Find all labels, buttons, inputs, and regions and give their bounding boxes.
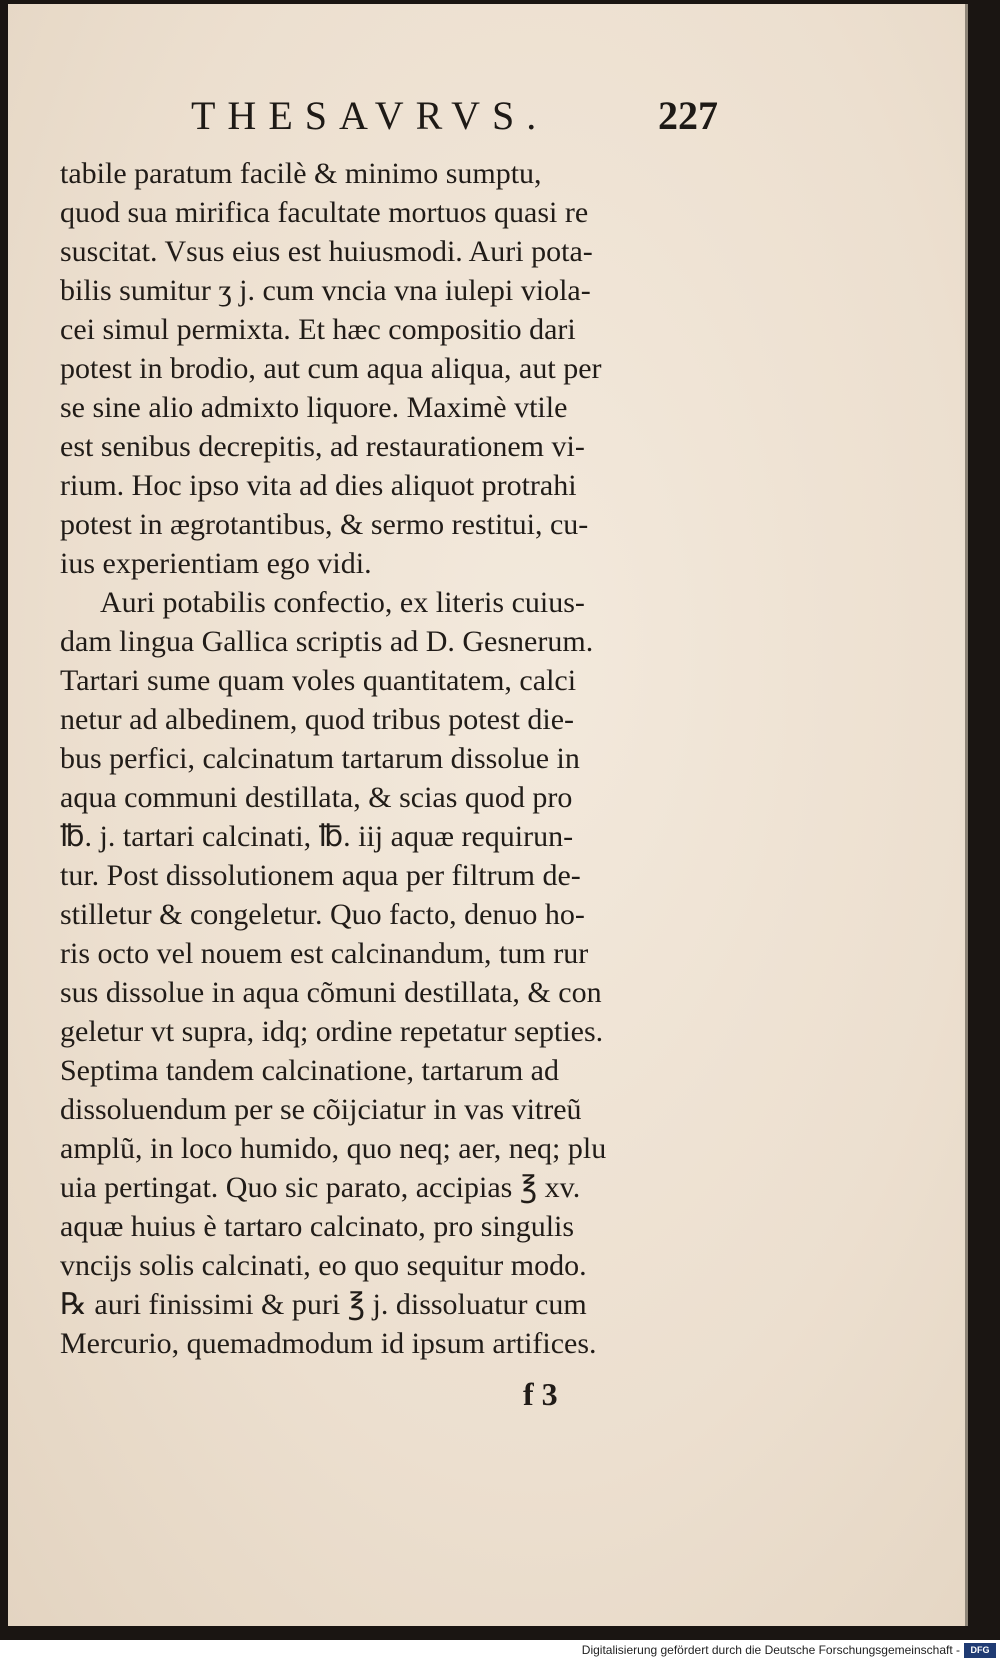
signature-mark: f 3 (523, 1376, 558, 1412)
book-page (8, 4, 968, 1626)
text-line: dissoluendum per se cõijciatur in vas vitreũ (60, 1093, 582, 1126)
text-line: se sine alio admixto liquore. Maximè vtile (60, 391, 568, 424)
body-text (60, 154, 725, 1363)
text-line: quod sua mirifica facultate mortuos quasi re (60, 196, 589, 229)
text-line: suscitat. Vsus eius est huiusmodi. Auri pota- (60, 235, 593, 268)
text-line: amplũ, in loco humido, quo neq; aer, neq; plu (60, 1132, 607, 1165)
footer-bar (0, 1640, 1000, 1663)
text-line: cei simul permixta. Et hæc compositio dari (60, 313, 576, 346)
text-line: dam lingua Gallica scriptis ad D. Gesnerum. (60, 625, 594, 658)
text-line: tabile paratum facilè & minimo sumptu, (60, 157, 542, 190)
text-line: aquæ huius è tartaro calcinato, pro singulis (60, 1210, 575, 1243)
page-number: 227 (658, 93, 718, 138)
text-line: ℔. j. tartari calcinati, ℔. iij aquæ requirun- (60, 820, 574, 853)
text-line: bilis sumitur ʒ j. cum vncia vna iulepi viola- (60, 274, 591, 307)
text-line: ius experientiam ego vidi. (60, 547, 372, 580)
dfg-logo: DFG (964, 1643, 996, 1658)
text-line: Septima tandem calcinatione, tartarum ad (60, 1054, 559, 1087)
text-line: uia pertingat. Quo sic parato, accipias ℥ xv. (60, 1171, 581, 1204)
text-line: Auri potabilis confectio, ex literis cuius- (100, 586, 585, 619)
text-line: aqua communi destillata, & scias quod pro (60, 781, 573, 814)
text-line: Mercurio, quemadmodum id ipsum artifices. (60, 1327, 597, 1360)
text-line: geletur vt supra, idq; ordine repetatur septies. (60, 1015, 604, 1048)
page-header (8, 92, 965, 142)
text-line: ris octo vel nouem est calcinandum, tum rur (60, 937, 589, 970)
text-line: potest in brodio, aut cum aqua aliqua, aut per (60, 352, 602, 385)
text-line: sus dissolue in aqua cõmuni destillata, & con (60, 976, 602, 1009)
text-line: tur. Post dissolutionem aqua per filtrum de- (60, 859, 581, 892)
text-line: Tartari sume quam voles quantitatem, calci (60, 664, 577, 697)
text-line: bus perfici, calcinatum tartarum dissolue in (60, 742, 580, 775)
text-line: vncijs solis calcinati, eo quo sequitur modo. (60, 1249, 587, 1282)
text-line: potest in ægrotantibus, & sermo restitui, cu- (60, 508, 589, 541)
footer-credit: Digitalisierung gefördert durch die Deutsche Forschungsgemeinschaft - (581, 1643, 960, 1657)
text-line: est senibus decrepitis, ad restaurationem vi- (60, 430, 585, 463)
text-line: stilletur & congeletur. Quo facto, denuo ho- (60, 898, 585, 931)
running-title: THESAVRVS. (191, 93, 549, 138)
text-line: rium. Hoc ipso vita ad dies aliquot protrahi (60, 469, 577, 502)
text-line: netur ad albedinem, quod tribus potest die- (60, 703, 575, 736)
text-line: ℞ auri finissimi & puri ℥ j. dissoluatur cum (60, 1288, 587, 1321)
